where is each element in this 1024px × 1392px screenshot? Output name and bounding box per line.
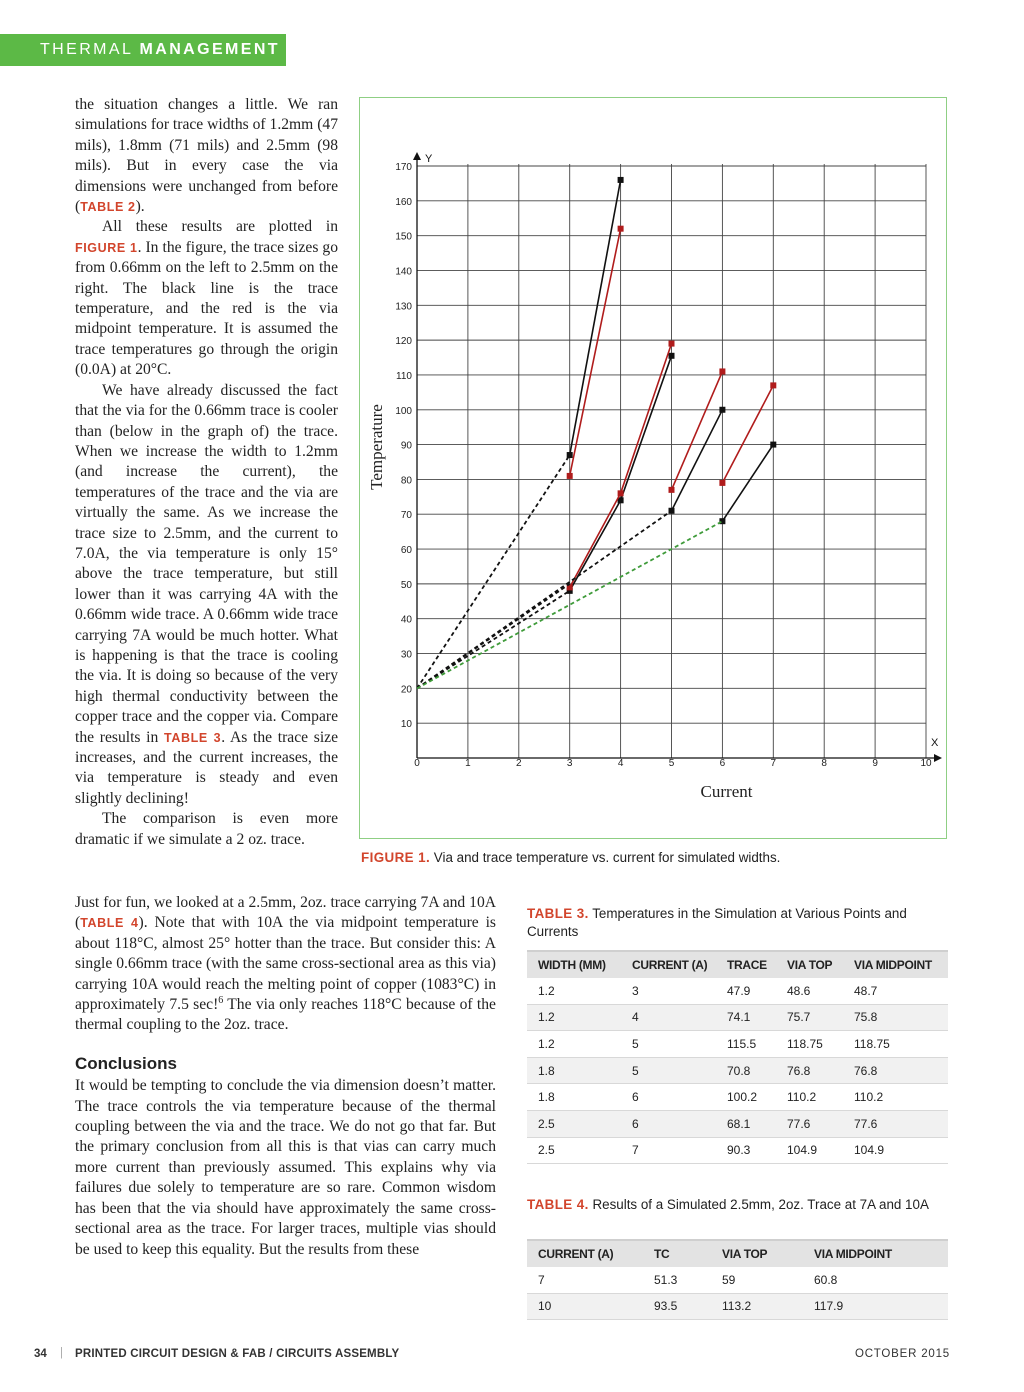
table-4-header-cell: VIA TOP [711, 1240, 803, 1267]
table-row [527, 1267, 948, 1293]
x-tick-label: 9 [872, 758, 878, 769]
y-tick-label: 90 [400, 440, 412, 452]
paragraph-1: the situation changes a little. We ran simulations for trace widths of 1.2mm (47 mils), 1.8mm (71 mils) and 2.5mm (98 mils). But in every case the via dimensions were unchanged from before (TABLE 2). [75, 96, 338, 216]
table-row [527, 1004, 948, 1031]
y-tick-label: 140 [395, 266, 412, 278]
table-3-cell: 115.5 [716, 1031, 776, 1058]
table-4-reference[interactable]: TABLE 4 [80, 916, 139, 931]
table-3-cell: 5 [621, 1057, 716, 1084]
y-tick-label: 80 [400, 475, 412, 487]
article-column-wide [75, 893, 496, 1260]
article-column-left [75, 95, 338, 850]
x-axis-arrow [934, 754, 942, 762]
table-3-cell: 100.2 [716, 1084, 776, 1111]
table-4-header-row [527, 1240, 948, 1267]
table-3-cell: 77.6 [776, 1110, 843, 1137]
table-3-header-cell: CURRENT (A) [621, 951, 716, 978]
table-3-cell: 104.9 [843, 1137, 948, 1164]
y-tick-label: 70 [400, 510, 412, 522]
table-3-header-cell: WIDTH (MM) [527, 951, 621, 978]
x-tick-label: 0 [414, 758, 420, 769]
table-3-cell: 118.75 [843, 1031, 948, 1058]
series-line [570, 180, 621, 455]
footnote-6[interactable]: 6 [218, 994, 224, 1006]
series-line [417, 511, 672, 689]
table-row [527, 978, 948, 1004]
table-3-cell: 3 [621, 978, 716, 1004]
data-point-marker [618, 490, 624, 496]
y-tick-label: 40 [400, 614, 412, 626]
table-3-cell: 48.7 [843, 978, 948, 1004]
table-4-header-cell: TC [643, 1240, 711, 1267]
y-tick-label: 150 [395, 231, 412, 243]
x-tick-label: 1 [465, 758, 471, 769]
table-2-reference[interactable]: TABLE 2 [80, 200, 136, 215]
data-point-marker [770, 442, 776, 448]
y-tick-label: 100 [395, 405, 412, 417]
section-header [0, 34, 286, 66]
paragraph-5: It would be tempting to conclude the via dimension doesn’t matter. The trace controls the via temperature because of the thermal coupling between the via and the trace. We do not go that far. But the primary conclusion from all this is that vias can carry much more current than previously assumed. This explains why via failures due solely to temperature are so rare. Common wisdom has been that the via should have approximately the same cross-sectional area as the trace. For larger traces, multiple vias should be used to keep this equality. But the results from these [75, 1077, 496, 1258]
table-3-cell: 1.2 [527, 1004, 621, 1031]
y-axis-title: Temperature [367, 404, 386, 490]
table-4 [527, 1239, 948, 1320]
table-3-cell: 47.9 [716, 978, 776, 1004]
x-tick-label: 10 [920, 758, 932, 769]
table-3-caption [527, 905, 947, 941]
series-line [672, 372, 723, 490]
table-3-cell: 7 [621, 1137, 716, 1164]
x-tick-label: 4 [617, 758, 624, 769]
series-line [722, 385, 773, 483]
series-line [570, 229, 621, 476]
table-3-header-cell: VIA MIDPOINT [843, 951, 948, 978]
data-point-marker [669, 353, 675, 359]
y-tick-label: 50 [400, 579, 412, 591]
table-3-cell: 118.75 [776, 1031, 843, 1058]
footer-separator: | [60, 1347, 63, 1359]
table-3-cell: 48.6 [776, 978, 843, 1004]
table-3-cell: 110.2 [843, 1084, 948, 1111]
series-line [722, 445, 773, 522]
table-4-cell: 10 [527, 1293, 643, 1320]
figure-1-label: FIGURE 1. [361, 850, 431, 865]
table-3-cell: 4 [621, 1004, 716, 1031]
x-tick-label: 5 [668, 758, 675, 769]
table-3-cell: 6 [621, 1110, 716, 1137]
x-tick-label: 8 [821, 758, 827, 769]
y-tick-label: 60 [400, 545, 412, 557]
figure-1-caption-text: Via and trace temperature vs. current for simulated widths. [430, 850, 781, 865]
publication-name: PRINTED CIRCUIT DESIGN & FAB / CIRCUITS ASSEMBLY [75, 1348, 400, 1360]
table-3-cell: 76.8 [776, 1057, 843, 1084]
table-3-label: TABLE 3. [527, 906, 589, 921]
table-3-cell: 6 [621, 1084, 716, 1111]
data-point-marker [669, 487, 675, 493]
table-3-header-cell: VIA TOP [776, 951, 843, 978]
table-row [527, 1293, 948, 1320]
y-tick-label: 110 [396, 370, 412, 382]
table-4-cell: 59 [711, 1267, 803, 1293]
table-3-caption-text: Temperatures in the Simulation at Various Points and Currents [527, 906, 907, 939]
y-axis-arrow [413, 152, 421, 160]
series-line [672, 410, 723, 511]
page-footer [34, 1348, 950, 1364]
table-4-label: TABLE 4. [527, 1197, 589, 1212]
y-tick-label: 130 [395, 301, 412, 313]
data-point-marker [770, 382, 776, 388]
y-tick-label: 160 [395, 196, 412, 208]
table-3-cell: 2.5 [527, 1110, 621, 1137]
table-4-header-cell: VIA MIDPOINT [803, 1240, 948, 1267]
table-4-header-cell: CURRENT (A) [527, 1240, 643, 1267]
paragraph-4: Just for fun, we looked at a 2.5mm, 2oz. trace carrying 7A and 10A (TABLE 4). Note that with 10A the via midpoint temperature is about 118°C, almost 25° hotter than the trace. But consider this: A single 0.66mm trace (with the same cross-sectional area as this via) carrying 10A would reach the melting point of copper (1083°C) in approximately 7.5 sec!$^6$ The via only reaches 118°C because of the thermal coupling to the 2oz. trace. [75, 894, 496, 1034]
table-3 [527, 950, 948, 1164]
table-3-cell: 74.1 [716, 1004, 776, 1031]
page-number: 34 [34, 1348, 47, 1360]
issue-date: OCTOBER 2015 [854, 1348, 950, 1360]
table-3-cell: 104.9 [776, 1137, 843, 1164]
table-3-cell: 77.6 [843, 1110, 948, 1137]
table-4-cell: 7 [527, 1267, 643, 1293]
table-4-cell: 117.9 [803, 1293, 948, 1320]
x-axis-letter: X [931, 737, 939, 749]
y-tick-label: 120 [395, 336, 412, 348]
table-4-cell: 60.8 [803, 1267, 948, 1293]
conclusions-heading: Conclusions [75, 1053, 178, 1073]
table-4-cell: 51.3 [643, 1267, 711, 1293]
table-3-header-cell: TRACE [716, 951, 776, 978]
figure-1-caption [361, 850, 961, 865]
figure-1-reference[interactable]: FIGURE 1 [75, 240, 138, 255]
table-3-cell: 90.3 [716, 1137, 776, 1164]
table-row [527, 1110, 948, 1137]
table-3-cell: 1.2 [527, 978, 621, 1004]
figure-1-chart [359, 97, 947, 839]
table-3-cell: 1.8 [527, 1057, 621, 1084]
data-point-marker [719, 368, 725, 374]
table-3-cell: 76.8 [843, 1057, 948, 1084]
table-row [527, 1084, 948, 1111]
table-3-cell: 70.8 [716, 1057, 776, 1084]
table-3-reference[interactable]: TABLE 3 [164, 730, 222, 745]
table-4-cell: 93.5 [643, 1293, 711, 1320]
table-3-cell: 5 [621, 1031, 716, 1058]
y-tick-label: 170 [395, 162, 412, 173]
data-point-marker [618, 177, 624, 183]
y-tick-label: 10 [400, 719, 412, 731]
data-point-marker [719, 407, 725, 413]
table-3-cell: 110.2 [776, 1084, 843, 1111]
table-row [527, 1057, 948, 1084]
table-4-cell: 113.2 [711, 1293, 803, 1320]
y-tick-label: 30 [400, 649, 412, 661]
data-point-marker [669, 508, 675, 514]
table-3-cell: 75.7 [776, 1004, 843, 1031]
x-tick-label: 7 [770, 758, 777, 769]
table-3-header-row [527, 951, 948, 978]
x-tick-label: 2 [516, 758, 522, 769]
table-4-caption-text: Results of a Simulated 2.5mm, 2oz. Trace at 7A and 10A [588, 1197, 929, 1212]
paragraph-4-start: The comparison is even more dramatic if we simulate a 2 oz. trace. [75, 810, 338, 848]
table-3-cell: 1.2 [527, 1031, 621, 1058]
x-tick-label: 6 [719, 758, 726, 769]
x-tick-label: 3 [566, 758, 573, 769]
paragraph-3: We have already discussed the fact that the via for the 0.66mm trace is cooler than (below in the graph of) the trace. When we increase the width to 1.2mm (and increase the current), the temperatures of the trace and the via are virtually the same. As we increase the trace size to 2.5mm, and the current to 7.0A, the via temperature is only 15° above the trace temperature, but still lower than it was carrying 4A with the 0.66mm wide trace. A 0.66mm wide trace carrying 7A would be much hotter. What is happening is that the trace is cooling the via. It is doing so because of the very high thermal conductivity between the copper trace and the copper via. Compare the results in TABLE 3. As the trace size increases, and the current increases, the via temperature is steady and even slightly declining! [75, 381, 338, 807]
data-point-marker [719, 480, 725, 486]
table-row [527, 1031, 948, 1058]
table-row [527, 1137, 948, 1164]
x-axis-title: Current [700, 782, 753, 801]
section-title-light: THERMAL [40, 41, 140, 58]
y-tick-label: 20 [400, 684, 412, 696]
table-3-cell: 75.8 [843, 1004, 948, 1031]
table-3-cell: 1.8 [527, 1084, 621, 1111]
table-3-cell: 2.5 [527, 1137, 621, 1164]
y-axis-letter: Y [425, 153, 433, 165]
series-line [417, 591, 570, 689]
data-point-marker [618, 226, 624, 232]
paragraph-2: All these results are plotted in FIGURE 1. In the figure, the trace sizes go from 0.66mm on the left to 2.5mm on the right. The black line is the trace temperature, and the red is the via midpoint temperature. It is assumed the trace temperatures go through the origin (0.0A) at 20°C. [75, 218, 339, 379]
section-title-bold: MANAGEMENT [139, 41, 280, 58]
data-point-marker [567, 473, 573, 479]
temperature-current-chart [360, 98, 946, 838]
data-point-marker [669, 341, 675, 347]
table-4-caption [527, 1196, 947, 1214]
table-3-cell: 68.1 [716, 1110, 776, 1137]
